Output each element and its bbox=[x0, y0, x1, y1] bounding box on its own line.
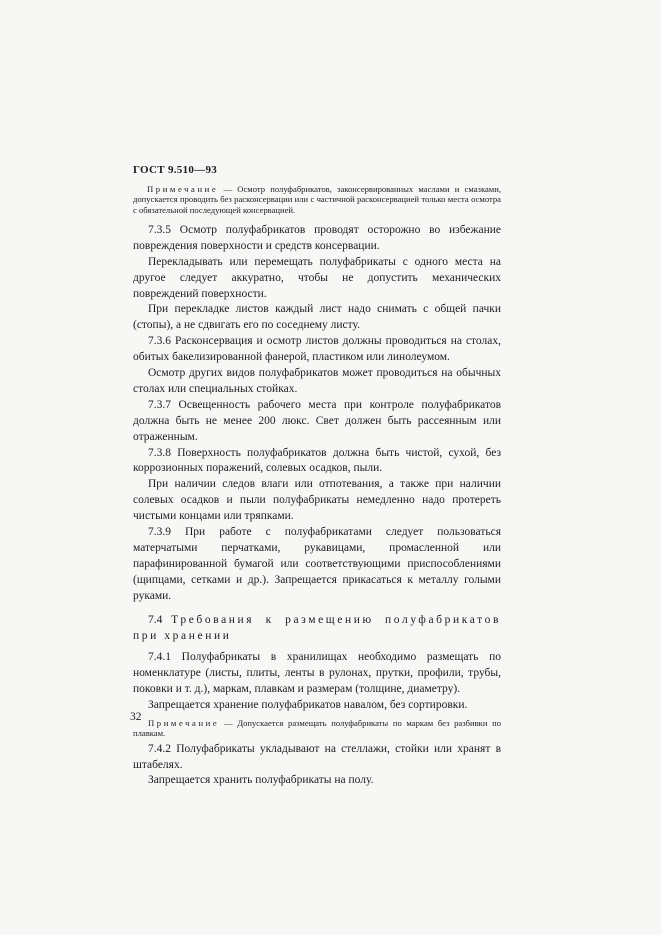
paragraph-7-4-2: 7.4.2 Полуфабрикаты укладывают на стеллажи, стойки или хранят в штабелях. bbox=[133, 742, 501, 771]
section-number: 7.4 bbox=[148, 613, 172, 626]
paragraph-7-4-1: 7.4.1 Полуфабрикаты в хранилищах необходимо размещать по номенклатуре (листы, плиты, ленты в рулонах, прутки, профили, трубы, поковки и т. д.), маркам, плавкам и размерам (толщине, диаметру). bbox=[133, 651, 501, 696]
paragraph: При наличии следов влаги или отпотевания, а также при наличии солевых осадков и пыли полуфабрикаты немедленно надо протереть чистыми концами или тряпками. bbox=[133, 478, 501, 523]
paragraph: Перекладывать или перемещать полуфабрикаты с одного места на другое следует аккуратно, чтобы не допустить механических повреждений поверхности. bbox=[133, 255, 501, 300]
section-title: Требования к размещению полуфабрикатов при хранении bbox=[133, 613, 501, 642]
note-text: — Осмотр полуфабрикатов, законсервированных маслами и смазками, допускается проводить без расконсервации или с частичной расконсервацией только места осмотра с обязательной последующей консервацией. bbox=[133, 184, 501, 215]
note-label: Примечание bbox=[148, 718, 220, 729]
section-heading-7-4 bbox=[133, 613, 501, 645]
standard-header: ГОСТ 9.510—93 bbox=[133, 164, 218, 176]
paragraph: Запрещается хранить полуфабрикаты на полу. bbox=[148, 774, 374, 787]
paragraph-7-3-5: 7.3.5 Осмотр полуфабрикатов проводят осторожно во избежание повреждения поверхности и средств консервации. bbox=[133, 223, 501, 252]
paragraph-7-3-6: 7.3.6 Расконсервация и осмотр листов должны проводиться на столах, обитых бакелизированной фанерой, пластиком или линолеумом. bbox=[133, 335, 501, 364]
paragraph-7-3-7: 7.3.7 Освещенность рабочего места при контроле полуфабрикатов должна быть не менее 200 люкс. Свет должен быть рассеянным или отраженным. bbox=[133, 398, 501, 443]
paragraph: Запрещается хранение полуфабрикатов навалом, без сортировки. bbox=[148, 699, 468, 712]
note-text: — Допускается размещать полуфабрикаты по маркам без разбивки по плавкам. bbox=[133, 718, 501, 739]
body-text bbox=[133, 184, 501, 789]
page-number: 32 bbox=[130, 711, 142, 723]
paragraph-7-3-8: 7.3.8 Поверхность полуфабрикатов должна быть чистой, сухой, без коррозионных поражений, солевых осадков, пыли. bbox=[133, 446, 501, 475]
paragraph: При перекладке листов каждый лист надо снимать с общей пачки (стопы), а не сдвигать его по соседнему листу. bbox=[133, 303, 501, 332]
paragraph-7-3-9: 7.3.9 При работе с полуфабрикатами следует пользоваться матерчатыми перчатками, рукавицами, промасленной или парафинированной бумагой или соответствующими приспособлениями (щипцами, сетками и др.). Запрещается прикасаться к металлу голыми руками. bbox=[133, 526, 501, 602]
note-top bbox=[133, 184, 501, 215]
note-label: Примечание bbox=[147, 184, 219, 194]
paragraph: Осмотр других видов полуфабрикатов может проводиться на обычных столах или специальных стойках. bbox=[133, 367, 501, 395]
note-inline bbox=[133, 718, 501, 739]
